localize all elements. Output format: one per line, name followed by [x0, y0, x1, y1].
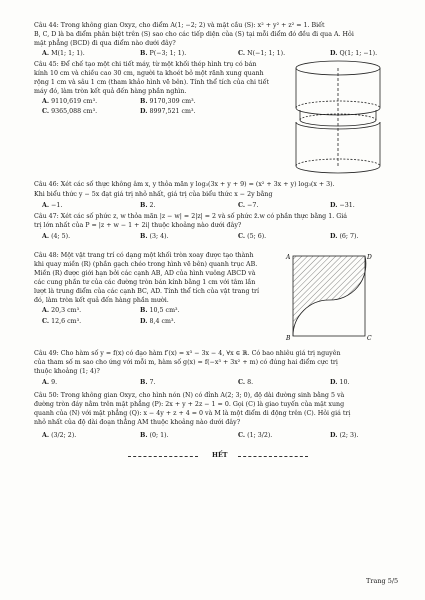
q47-answer-a [42, 233, 70, 241]
answer-letter: D. [330, 202, 338, 209]
q47-line-2: trị lớn nhất của P = |z + w − 1 + 2i| thuộc khoảng nào dưới đây? [34, 222, 242, 229]
q45-answer-a [42, 98, 97, 106]
answer-letter: A. [42, 50, 50, 57]
answer-text: 8. [247, 379, 254, 386]
cylinder-groove-figure [286, 58, 396, 178]
label-b: B [286, 335, 291, 342]
answer-text: 10. [339, 379, 350, 386]
answer-text: Q(1; 1; −1). [339, 50, 378, 57]
answer-letter: C. [42, 108, 50, 115]
answer-letter: B. [140, 233, 148, 240]
q49-line-2: của tham số m sao cho ứng với mỗi m, hàm số g(x) = f(−x³ + 3x² + m) có đúng hai điểm cực trị [34, 359, 338, 366]
answer-letter: B. [140, 98, 148, 105]
answer-text: 12,6 cm³. [51, 318, 82, 325]
q50-line-2: đường tròn đáy nằm trên mặt phẳng (P): 2x + y + 2z − 1 = 0. Gọi (C) là giao tuyến của mặt xung [34, 401, 345, 408]
answer-text: −31. [339, 202, 355, 209]
q46-line-2: Khi biểu thức y − 5x đạt giá trị nhỏ nhất, giá trị của biểu thức x − 2y bằng [34, 191, 273, 198]
answer-text: 9170,309 cm³. [149, 98, 196, 105]
answer-text: −7. [247, 202, 259, 209]
answer-letter: B. [140, 307, 148, 314]
answer-text: 8997,521 cm³. [149, 108, 196, 115]
answer-text: 20,3 cm³. [51, 307, 82, 314]
answer-text: 10,5 cm³. [149, 307, 180, 314]
answer-text: (0; 1). [149, 432, 169, 439]
answer-text: 2. [149, 202, 156, 209]
q48-answer-c [42, 318, 81, 326]
q44-answer-c [238, 50, 285, 58]
q48-answer-d [140, 318, 176, 326]
q45-answer-b [140, 98, 196, 106]
answer-letter: B. [140, 379, 148, 386]
q48-line-5: lượt là trung điểm của các cạnh BC, AD. Tính thể tích của vật trang trí [34, 288, 260, 295]
answer-letter: B. [140, 202, 148, 209]
q45-line-4: máy đó, làm tròn kết quả đến hàng phần nghìn. [34, 88, 187, 95]
answer-text: −1. [51, 202, 63, 209]
answer-letter: A. [42, 98, 50, 105]
q49-answer-b [140, 379, 156, 387]
end-label: HẾT [212, 452, 228, 459]
answer-letter: D. [140, 318, 148, 325]
answer-text: (2; 3). [339, 432, 359, 439]
q50-answer-c [238, 432, 272, 440]
answer-text: M(1; 1; 1). [51, 50, 85, 57]
q49-answer-d [330, 379, 349, 387]
square-region-figure [285, 250, 375, 342]
q45-answer-c [42, 108, 97, 116]
q47-answer-d [330, 233, 359, 241]
q48-line-6: đó, làm tròn kết quả đến hàng phần mười. [34, 297, 169, 304]
q48-line-2: khi quay miền (R) (phần gạch chéo trong hình vẽ bên) quanh trục AB. [34, 261, 258, 268]
q44-answer-a [42, 50, 85, 58]
q44-line-3: mặt phẳng (BCD) đi qua điểm nào dưới đây? [34, 40, 176, 47]
answer-letter: C. [238, 432, 246, 439]
q46-answer-b [140, 202, 156, 210]
q44-line-1: Câu 44: Trong không gian Oxyz, cho điểm A(1; −2; 2) và mặt cầu (S): x² + y² + z² = 1. Biết [34, 22, 325, 29]
q50-line-1: Câu 50: Trong không gian Oxyz, cho hình nón (N) có đỉnh A(2; 3; 0), độ dài đường sinh bằng 5 và [34, 392, 345, 399]
q46-answer-a [42, 202, 62, 210]
q49-line-1: Câu 49: Cho hàm số y = f(x) có đạo hàm f′(x) = x³ − 3x − 4, ∀x ∈ ℝ. Có bao nhiêu giá trị nguyên [34, 350, 341, 357]
q49-answer-a [42, 379, 57, 387]
answer-text: (3/2; 2). [51, 432, 77, 439]
label-d: D [367, 254, 372, 261]
answer-text: N(−1; 1; 1). [247, 50, 286, 57]
end-separator [128, 452, 328, 460]
answer-letter: D. [330, 50, 338, 57]
q45-line-2: kính 10 cm và chiều cao 30 cm, người ta khoét bỏ một rãnh xung quanh [34, 70, 264, 77]
answer-letter: A. [42, 432, 50, 439]
q45-line-3: rộng 1 cm và sâu 1 cm (tham khảo hình vẽ bên). Tính thể tích của chi tiết [34, 79, 269, 86]
answer-letter: C. [238, 202, 246, 209]
q50-line-4: nhỏ nhất của độ dài đoạn thẳng AM thuộc khoảng nào dưới đây? [34, 419, 241, 426]
answer-text: 9. [51, 379, 58, 386]
answer-text: P(−3; 1; 1). [149, 50, 187, 57]
answer-letter: A. [42, 202, 50, 209]
q48-line-1: Câu 48: Một vật trang trí có dạng một khối tròn xoay được tạo thành [34, 252, 254, 259]
answer-letter: C. [238, 233, 246, 240]
answer-text: (5; 6). [247, 233, 267, 240]
q48-answer-b [140, 307, 180, 315]
answer-letter: A. [42, 233, 50, 240]
q49-answer-c [238, 379, 253, 387]
answer-letter: D. [330, 233, 338, 240]
q44-line-2: B, C, D là ba điểm phân biệt trên (S) sao cho các tiếp diện của (S) tại mỗi điểm đó đều đi qua A. Hỏi [34, 31, 354, 38]
q50-answer-a [42, 432, 76, 440]
label-a: A [286, 254, 291, 261]
q44-answer-b [140, 50, 186, 58]
answer-letter: A. [42, 379, 50, 386]
page-number: Trang 5/5 [366, 577, 399, 585]
q47-answer-b [140, 233, 169, 241]
answer-letter: C. [238, 379, 246, 386]
answer-text: 9365,088 cm³. [51, 108, 98, 115]
answer-letter: D. [330, 432, 338, 439]
q47-answer-c [238, 233, 266, 241]
q49-line-3: thuộc khoảng (1; 4)? [34, 368, 100, 375]
answer-text: (1; 3/2). [247, 432, 273, 439]
q46-answer-c [238, 202, 258, 210]
label-c: C [367, 335, 372, 342]
answer-text: 9110,619 cm³. [51, 98, 98, 105]
answer-letter: D. [140, 108, 148, 115]
q50-answer-d [330, 432, 359, 440]
answer-letter: A. [42, 307, 50, 314]
answer-letter: B. [140, 50, 148, 57]
q48-answer-a [42, 307, 81, 315]
q44-answer-d [330, 50, 377, 58]
answer-letter: C. [238, 50, 246, 57]
q45-answer-d [140, 108, 196, 116]
q50-answer-b [140, 432, 169, 440]
answer-text: (3; 4). [149, 233, 169, 240]
q47-line-1: Câu 47: Xét các số phức z, w thỏa mãn |z − w| = 2|z| = 2 và số phức z̄.w có phần thực bằng 1. Giá [34, 213, 348, 220]
q48-line-4: các cung phần tư của các đường tròn bán kính bằng 1 cm với tâm lần [34, 279, 256, 286]
q45-line-1: Câu 45: Để chế tạo một chi tiết máy, từ một khối thép hình trụ có bán [34, 61, 257, 68]
answer-letter: B. [140, 432, 148, 439]
answer-text: 8,4 cm³. [149, 318, 176, 325]
q50-line-3: quanh của (N) với mặt phẳng (Q): x − 4y + z + 4 = 0 và M là một điểm di động trên (C). Hỏi giá trị [34, 410, 351, 417]
answer-letter: D. [330, 379, 338, 386]
answer-letter: C. [42, 318, 50, 325]
answer-text: (4; 5). [51, 233, 71, 240]
q46-answer-d [330, 202, 355, 210]
q48-line-3: Miền (R) được giới hạn bởi các cạnh AB, AD của hình vuông ABCD và [34, 270, 256, 277]
answer-text: 7. [149, 379, 156, 386]
answer-text: (6; 7). [339, 233, 359, 240]
q46-line-1: Câu 46: Xét các số thực không âm x, y thỏa mãn y log₃(3x + y + 9) = (x² + 3x + y) log₃(x + 3). [34, 181, 335, 188]
